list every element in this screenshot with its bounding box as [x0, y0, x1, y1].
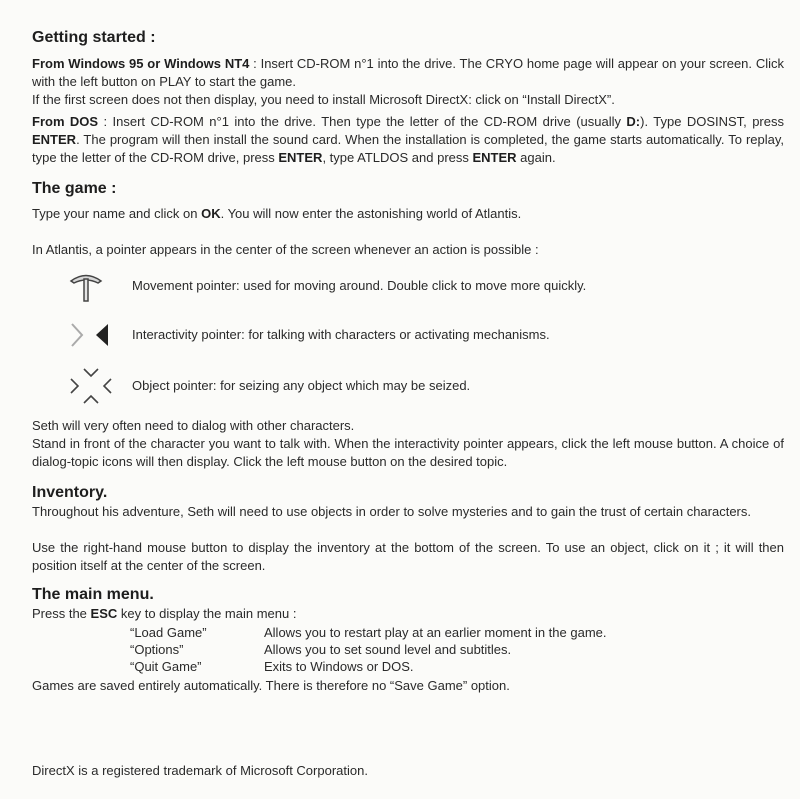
menu-item-load-game — [32, 624, 784, 641]
menu-item-key: “Options” — [130, 642, 184, 657]
menu-item-key: “Load Game” — [130, 625, 207, 640]
interactivity-pointer-text: Interactivity pointer: for talking with characters or activating mechanisms. — [132, 327, 550, 342]
dialog-intro: Seth will very often need to dialog with other characters. — [32, 418, 355, 433]
object-pointer-row — [68, 366, 470, 406]
windows-instructions: From Windows 95 or Windows NT4 : Insert CD-ROM n°1 into the drive. The CRYO home page will appear on your screen. Click with the left button on PLAY to start the game. — [32, 56, 784, 89]
object-pointer-text: Object pointer: for seizing any object which may be seized. — [132, 378, 471, 393]
menu-item-desc: Allows you to set sound level and subtitles. — [264, 642, 512, 657]
main-menu-list — [32, 624, 784, 675]
directx-note: If the first screen does not then display, you need to install Microsoft DirectX: click on “Install DirectX”. — [32, 92, 615, 107]
menu-item-desc: Allows you to restart play at an earlier moment in the game. — [264, 625, 607, 640]
menu-item-options — [32, 641, 784, 658]
movement-pointer-row — [68, 266, 586, 306]
autosave-note: Games are saved entirely automatically. There is therefore no “Save Game” option. — [32, 678, 510, 693]
main-menu-heading: The main menu. — [32, 586, 154, 603]
main-menu-intro: Press the ESC key to display the main menu : — [32, 606, 297, 621]
movement-pointer-text: Movement pointer: used for moving around. Double click to move more quickly. — [132, 278, 587, 293]
object-pointer-icon — [68, 366, 132, 406]
interactivity-pointer-row — [68, 315, 550, 355]
movement-pointer-icon — [68, 266, 132, 306]
menu-item-key: “Quit Game” — [130, 659, 202, 674]
name-instruction: Type your name and click on OK. You will now enter the astonishing world of Atlantis. — [32, 206, 522, 221]
menu-item-quit-game — [32, 658, 784, 675]
dialog-instructions: Stand in front of the character you want to talk with. When the interactivity pointer appears, click the left mouse button. A choice of dialog-topic icons will then display. Click the left mouse button on the desired topic. — [32, 436, 784, 469]
inventory-text-2: Use the right-hand mouse button to display the inventory at the bottom of the screen. To use an object, click on it ; it will then position itself at the center of the screen. — [32, 540, 784, 573]
getting-started-heading: Getting started : — [32, 29, 156, 46]
dos-instructions: From DOS : Insert CD-ROM n°1 into the drive. Then type the letter of the CD-ROM drive (usually D:). Type DOSINST, press ENTER. The program will then install the sound card. When the installation is completed, the game starts automatically. To replay, type the letter of the CD-ROM drive, press ENTER, type ATLDOS and press ENTER again. — [32, 114, 784, 165]
inventory-text-1: Throughout his adventure, Seth will need to use objects in order to solve mysteries and to gain the trust of certain characters. — [32, 504, 751, 519]
inventory-heading: Inventory. — [32, 484, 108, 501]
pointer-intro: In Atlantis, a pointer appears in the center of the screen whenever an action is possible : — [32, 242, 539, 257]
trademark-footer: DirectX is a registered trademark of Microsoft Corporation. — [32, 763, 368, 778]
interactivity-pointer-icon — [68, 315, 132, 355]
menu-item-desc: Exits to Windows or DOS. — [264, 659, 414, 674]
the-game-heading: The game : — [32, 180, 117, 197]
